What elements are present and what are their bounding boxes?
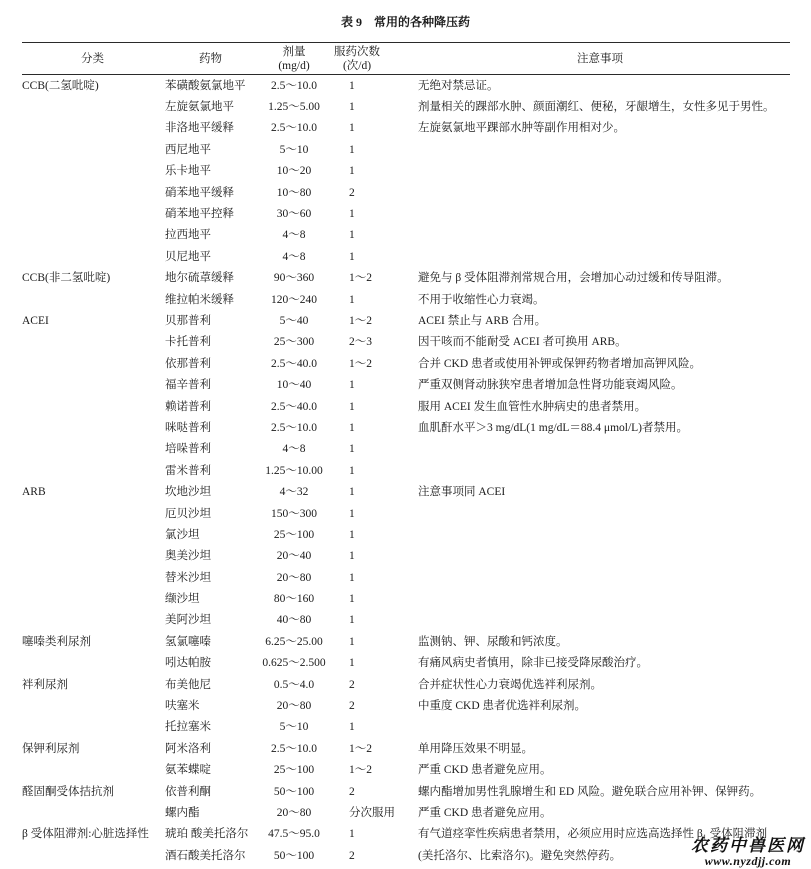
drug-name-cell: 阿米洛利 (165, 742, 211, 755)
frequency-cell: 1 (349, 421, 355, 434)
dose-cell: 1.25～5.00 (268, 101, 320, 114)
category-cell: 噻嗪类利尿剂 (22, 635, 91, 648)
frequency-cell: 1 (349, 229, 355, 242)
category-cell: β 受体阻滞剂:心脏选择性 (22, 828, 149, 841)
table-number: 表 9 (340, 15, 362, 29)
drug-name-cell: 硝苯地平缓释 (165, 186, 234, 199)
table-title: 常用的各种降压药 (374, 15, 471, 29)
dose-cell: 20～40 (276, 550, 312, 563)
frequency-cell: 1 (349, 828, 355, 841)
frequency-cell: 1 (349, 635, 355, 648)
column-header-dose (258, 43, 330, 74)
drug-name-cell: 酒石酸美托洛尔 (165, 849, 246, 862)
drug-name-cell: 贝尼地平 (165, 250, 211, 263)
frequency-cell: 1 (349, 657, 355, 670)
note-cell: 有气道痉挛性疾病患者禁用，必须应用时应选高选择性 β₁ 受体阻滞剂 (418, 828, 768, 841)
dose-cell: 90～360 (273, 272, 315, 285)
note-cell: 血肌酐水平＞3 mg/dL(1 mg/dL＝88.4 μmol/L)者禁用。 (418, 421, 689, 434)
note-cell: 合并症状性心力衰竭优选袢利尿剂。 (418, 678, 602, 691)
table-row (22, 824, 790, 845)
table-row (22, 760, 790, 781)
frequency-cell: 1 (349, 400, 355, 413)
frequency-cell: 1 (349, 550, 355, 563)
note-cell: ACEI 禁止与 ARB 合用。 (418, 314, 547, 327)
table-row (22, 396, 790, 417)
frequency-cell: 1 (349, 614, 355, 627)
column-header-label: 分类 (81, 52, 104, 65)
dose-cell: 80～160 (273, 593, 315, 606)
dose-cell: 25～100 (273, 528, 315, 541)
table-row (22, 289, 790, 310)
dose-cell: 20～80 (276, 700, 312, 713)
table-row (22, 310, 790, 331)
frequency-cell: 1 (349, 79, 355, 92)
table-row (22, 845, 790, 866)
note-cell: 不用于收缩性心力衰竭。 (418, 293, 545, 306)
frequency-cell: 1 (349, 721, 355, 734)
dose-cell: 150～300 (271, 507, 317, 520)
frequency-cell: 1 (349, 507, 355, 520)
drug-name-cell: 依那普利 (165, 357, 211, 370)
drug-name-cell: 坎地沙坦 (165, 486, 211, 499)
table-row (22, 161, 790, 182)
frequency-cell: 1 (349, 443, 355, 456)
drug-name-cell: 替米沙坦 (165, 571, 211, 584)
column-header-label: 服药次数 (334, 45, 380, 58)
table-row (22, 546, 790, 567)
frequency-cell: 1 (349, 122, 355, 135)
frequency-cell: 1 (349, 528, 355, 541)
table-row (22, 268, 790, 289)
drug-name-cell: 培哚普利 (165, 443, 211, 456)
drug-name-cell: 依普利酮 (165, 785, 211, 798)
frequency-cell: 1 (349, 571, 355, 584)
frequency-cell: 1 (349, 486, 355, 499)
watermark (691, 837, 805, 868)
drug-name-cell: 乐卡地平 (165, 165, 211, 178)
frequency-cell: 1 (349, 101, 355, 114)
dose-cell: 2.5～10.0 (271, 421, 317, 434)
frequency-cell: 2 (349, 678, 355, 691)
drug-name-cell: 左旋氨氯地平 (165, 101, 234, 114)
watermark-url: www.nyzdjj.com (704, 854, 792, 868)
dose-cell: 5～10 (279, 143, 309, 156)
frequency-cell: 1 (349, 293, 355, 306)
frequency-cell: 1 (349, 165, 355, 178)
drug-name-cell: 布美他尼 (165, 678, 211, 691)
dose-cell: 25～300 (273, 336, 315, 349)
dose-cell: 4～8 (282, 229, 306, 242)
table-row (22, 460, 790, 481)
dose-cell: 40～80 (276, 614, 312, 627)
dose-cell: 2.5～40.0 (271, 400, 317, 413)
frequency-cell: 1 (349, 208, 355, 221)
frequency-cell: 1～2 (349, 742, 372, 755)
dose-cell: 0.5～4.0 (273, 678, 315, 691)
drug-name-cell: 氢氯噻嗪 (165, 635, 211, 648)
dose-cell: 5～10 (279, 721, 309, 734)
table-row (22, 738, 790, 759)
drug-name-cell: 琥珀 酸美托洛尔 (165, 828, 249, 841)
category-cell: CCB(非二氢吡啶) (22, 272, 111, 285)
table-row (22, 802, 790, 823)
column-header-label: 剂量 (282, 45, 306, 58)
note-cell: 合并 CKD 患者或使用补钾或保钾药物者增加高钾风险。 (418, 357, 702, 370)
table-row (22, 524, 790, 545)
note-cell: 左旋氨氯地平踝部水肿等副作用相对少。 (418, 122, 625, 135)
frequency-cell: 分次服用 (349, 806, 395, 819)
table-row (22, 118, 790, 139)
note-cell: 服用 ACEI 发生血管性水肿病史的患者禁用。 (418, 400, 647, 413)
frequency-cell: 1 (349, 143, 355, 156)
frequency-cell: 1～2 (349, 272, 372, 285)
drug-name-cell: 维拉帕米缓释 (165, 293, 234, 306)
note-cell: (美托洛尔、比索洛尔)。避免突然停药。 (418, 849, 622, 862)
table-row (22, 695, 790, 716)
table-row (22, 631, 790, 652)
drug-name-cell: 缬沙坦 (165, 593, 200, 606)
table-row (22, 225, 790, 246)
table-row (22, 246, 790, 267)
table-row (22, 567, 790, 588)
dose-cell: 2.5～40.0 (271, 357, 317, 370)
table-row (22, 781, 790, 802)
column-header-category (22, 43, 163, 74)
watermark-site-name: 农药中兽医网 (691, 836, 805, 855)
note-cell: 因干咳而不能耐受 ACEI 者可换用 ARB。 (418, 336, 627, 349)
frequency-cell: 2 (349, 849, 355, 862)
category-cell: CCB(二氢吡啶) (22, 79, 99, 92)
drug-name-cell: 赖诺普利 (165, 400, 211, 413)
column-header-drug (163, 43, 258, 74)
drug-name-cell: 氯沙坦 (165, 528, 200, 541)
category-cell: 袢利尿剂 (22, 678, 68, 691)
table-row (22, 588, 790, 609)
drug-name-cell: 贝那普利 (165, 314, 211, 327)
dose-cell: 10～40 (276, 379, 312, 392)
dose-cell: 0.625～2.500 (262, 657, 326, 670)
drug-name-cell: 奥美沙坦 (165, 550, 211, 563)
drug-name-cell: 卡托普利 (165, 336, 211, 349)
drug-name-cell: 呋塞米 (165, 700, 200, 713)
dose-cell: 2.5～10.0 (271, 742, 317, 755)
table-row (22, 417, 790, 438)
note-cell: 严重双侧肾动脉狭窄患者增加急性肾功能衰竭风险。 (418, 379, 683, 392)
frequency-cell: 1～2 (349, 764, 372, 777)
note-cell: 监测钠、钾、尿酸和钙浓度。 (418, 635, 568, 648)
dose-cell: 10～20 (276, 165, 312, 178)
dose-cell: 20～80 (276, 571, 312, 584)
frequency-cell: 1～2 (349, 314, 372, 327)
dose-cell: 4～8 (282, 443, 306, 456)
column-header-notes (410, 43, 790, 74)
category-cell: 保钾利尿剂 (22, 742, 80, 755)
column-header-frequency (330, 43, 410, 74)
frequency-cell: 2 (349, 700, 355, 713)
dose-cell: 47.5～95.0 (268, 828, 320, 841)
dose-cell: 1.25～10.00 (265, 464, 323, 477)
dose-cell: 2.5～10.0 (271, 122, 317, 135)
note-cell: 避免与 β 受体阻滞剂常规合用，会增加心动过缓和传导阻滞。 (418, 272, 729, 285)
antihypertensive-table (22, 42, 790, 866)
drug-name-cell: 吲达帕胺 (165, 657, 211, 670)
table-row (22, 96, 790, 117)
table-row (22, 139, 790, 160)
table-row (22, 610, 790, 631)
drug-name-cell: 咪哒普利 (165, 421, 211, 434)
category-cell: 醛固酮受体拮抗剂 (22, 785, 114, 798)
drug-name-cell: 雷米普利 (165, 464, 211, 477)
dose-cell: 50～100 (273, 849, 315, 862)
dose-cell: 25～100 (273, 764, 315, 777)
table-row (22, 481, 790, 502)
dose-cell: 6.25～25.00 (265, 635, 323, 648)
category-cell: ARB (22, 486, 46, 499)
column-header-label: 注意事项 (577, 52, 623, 65)
dose-cell: 5～40 (279, 314, 309, 327)
frequency-cell: 1 (349, 250, 355, 263)
dose-cell: 4～8 (282, 250, 306, 263)
drug-name-cell: 福辛普利 (165, 379, 211, 392)
table-row (22, 717, 790, 738)
table-row (22, 503, 790, 524)
frequency-cell: 2～3 (349, 336, 372, 349)
table-row (22, 374, 790, 395)
note-cell: 无绝对禁忌证。 (418, 79, 499, 92)
table-row (22, 653, 790, 674)
note-cell: 注意事项同 ACEI (418, 486, 506, 499)
table-row (22, 674, 790, 695)
table-row (22, 439, 790, 460)
note-cell: 剂量相关的踝部水肿、颜面潮红、便秘，牙龈增生，女性多见于男性。 (418, 101, 775, 114)
table-row (22, 75, 790, 96)
dose-cell: 4～32 (279, 486, 309, 499)
table-row (22, 332, 790, 353)
drug-name-cell: 非洛地平缓释 (165, 122, 234, 135)
table-body (22, 75, 790, 866)
dose-cell: 30～60 (276, 208, 312, 221)
dose-cell: 50～100 (273, 785, 315, 798)
drug-name-cell: 地尔硫䓬缓释 (165, 272, 234, 285)
table-row (22, 182, 790, 203)
column-header-label: 药物 (199, 52, 222, 65)
table-row (22, 353, 790, 374)
table-header (22, 42, 790, 75)
drug-name-cell: 厄贝沙坦 (165, 507, 211, 520)
drug-name-cell: 拉西地平 (165, 229, 211, 242)
drug-name-cell: 美阿沙坦 (165, 614, 211, 627)
column-header-unit: (mg/d) (278, 59, 310, 72)
table-row (22, 203, 790, 224)
dose-cell: 20～80 (276, 806, 312, 819)
table-caption (0, 14, 811, 30)
dose-cell: 2.5～10.0 (271, 79, 317, 92)
note-cell: 螺内酯增加男性乳腺增生和 ED 风险。避免联合应用补钾、保钾药。 (418, 785, 762, 798)
drug-name-cell: 托拉塞米 (165, 721, 211, 734)
drug-name-cell: 苯磺酸氨氯地平 (165, 79, 246, 92)
drug-name-cell: 西尼地平 (165, 143, 211, 156)
frequency-cell: 1～2 (349, 357, 372, 370)
drug-name-cell: 硝苯地平控释 (165, 208, 234, 221)
frequency-cell: 2 (349, 186, 355, 199)
dose-cell: 10～80 (276, 186, 312, 199)
drug-name-cell: 氨苯蝶啶 (165, 764, 211, 777)
note-cell: 有痛风病史者慎用，除非已接受降尿酸治疗。 (418, 657, 648, 670)
column-header-unit: (次/d) (342, 59, 372, 72)
category-cell: ACEI (22, 314, 49, 327)
note-cell: 严重 CKD 患者避免应用。 (418, 806, 552, 819)
frequency-cell: 1 (349, 593, 355, 606)
drug-name-cell: 螺内酯 (165, 806, 200, 819)
note-cell: 单用降压效果不明显。 (418, 742, 533, 755)
frequency-cell: 1 (349, 464, 355, 477)
dose-cell: 120～240 (271, 293, 317, 306)
frequency-cell: 1 (349, 379, 355, 392)
frequency-cell: 2 (349, 785, 355, 798)
note-cell: 中重度 CKD 患者优选袢利尿剂。 (418, 700, 587, 713)
note-cell: 严重 CKD 患者避免应用。 (418, 764, 552, 777)
